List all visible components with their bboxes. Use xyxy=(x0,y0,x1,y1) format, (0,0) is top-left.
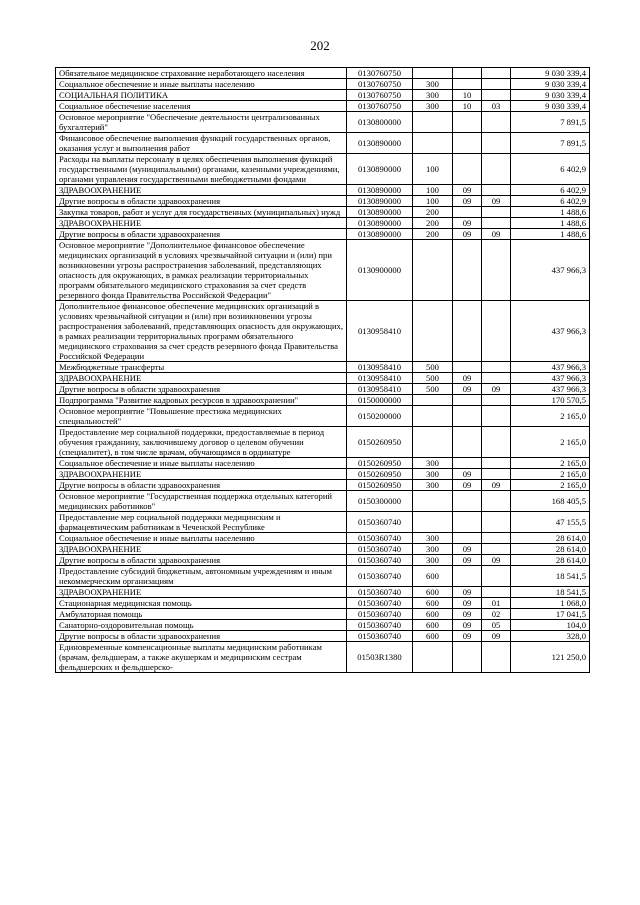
row-sum-cell: 170 570,5 xyxy=(511,395,590,406)
row-vr-cell xyxy=(413,427,453,458)
row-vr-cell: 600 xyxy=(413,598,453,609)
row-vr-cell: 300 xyxy=(413,101,453,112)
row-csr-cell: 0150000000 xyxy=(347,395,413,406)
row-vr-cell: 100 xyxy=(413,196,453,207)
table-row xyxy=(56,631,590,642)
row-vr-cell: 600 xyxy=(413,631,453,642)
table-row xyxy=(56,112,590,133)
row-csr-cell: 0130890000 xyxy=(347,154,413,185)
row-rz-cell: 09 xyxy=(453,469,482,480)
row-vr-cell xyxy=(413,512,453,533)
table-row xyxy=(56,79,590,90)
row-csr-cell: 0150260950 xyxy=(347,427,413,458)
row-sum-cell: 1 488,6 xyxy=(511,207,590,218)
row-name-cell: Социальное обеспечение и иные выплаты населению xyxy=(56,533,347,544)
row-sum-cell: 18 541,5 xyxy=(511,566,590,587)
row-pr-cell xyxy=(482,218,511,229)
row-name-cell: Межбюджетные трансферты xyxy=(56,362,347,373)
row-sum-cell: 104,0 xyxy=(511,620,590,631)
row-csr-cell: 0150360740 xyxy=(347,544,413,555)
row-name-cell: Основное мероприятие "Государственная поддержка отдельных категорий медицинских работников" xyxy=(56,491,347,512)
row-csr-cell: 0130900000 xyxy=(347,240,413,301)
row-csr-cell: 0130760750 xyxy=(347,79,413,90)
row-pr-cell xyxy=(482,642,511,673)
table-row xyxy=(56,533,590,544)
row-vr-cell xyxy=(413,395,453,406)
row-vr-cell: 500 xyxy=(413,362,453,373)
table-row xyxy=(56,101,590,112)
row-pr-cell: 09 xyxy=(482,631,511,642)
row-rz-cell xyxy=(453,566,482,587)
row-name-cell: Стационарная медицинская помощь xyxy=(56,598,347,609)
row-sum-cell: 7 891,5 xyxy=(511,133,590,154)
row-csr-cell: 0130890000 xyxy=(347,218,413,229)
row-pr-cell xyxy=(482,301,511,362)
table-row xyxy=(56,469,590,480)
row-vr-cell: 200 xyxy=(413,229,453,240)
row-rz-cell xyxy=(453,427,482,458)
table-row xyxy=(56,587,590,598)
row-name-cell: Другие вопросы в области здравоохранения xyxy=(56,384,347,395)
table-row xyxy=(56,90,590,101)
row-csr-cell: 0150360740 xyxy=(347,598,413,609)
row-csr-cell: 0130890000 xyxy=(347,207,413,218)
table-row xyxy=(56,544,590,555)
table-row xyxy=(56,68,590,79)
row-name-cell: Предоставление субсидий бюджетным, автономным учреждениям и иным некоммерческим организациям xyxy=(56,566,347,587)
row-rz-cell: 09 xyxy=(453,185,482,196)
row-vr-cell: 300 xyxy=(413,555,453,566)
row-pr-cell xyxy=(482,373,511,384)
row-rz-cell: 09 xyxy=(453,218,482,229)
row-pr-cell xyxy=(482,587,511,598)
row-csr-cell: 0130890000 xyxy=(347,133,413,154)
row-name-cell: Социальное обеспечение и иные выплаты населению xyxy=(56,79,347,90)
row-name-cell: Амбулаторная помощь xyxy=(56,609,347,620)
row-name-cell: Основное мероприятие "Обеспечение деятельности централизованных бухгалтерий" xyxy=(56,112,347,133)
row-rz-cell: 09 xyxy=(453,544,482,555)
row-rz-cell: 09 xyxy=(453,609,482,620)
row-sum-cell: 1 488,6 xyxy=(511,218,590,229)
budget-table-body xyxy=(56,68,590,673)
row-rz-cell xyxy=(453,533,482,544)
row-rz-cell: 09 xyxy=(453,620,482,631)
row-rz-cell: 09 xyxy=(453,480,482,491)
row-csr-cell: 0150260950 xyxy=(347,469,413,480)
row-name-cell: Другие вопросы в области здравоохранения xyxy=(56,196,347,207)
row-csr-cell: 0150300000 xyxy=(347,491,413,512)
row-csr-cell: 0130890000 xyxy=(347,185,413,196)
row-vr-cell xyxy=(413,301,453,362)
row-csr-cell: 0150200000 xyxy=(347,406,413,427)
row-vr-cell: 300 xyxy=(413,533,453,544)
row-csr-cell: 0130958410 xyxy=(347,373,413,384)
row-vr-cell: 100 xyxy=(413,185,453,196)
row-name-cell: ЗДРАВООХРАНЕНИЕ xyxy=(56,373,347,384)
row-pr-cell: 02 xyxy=(482,609,511,620)
row-csr-cell: 0130890000 xyxy=(347,196,413,207)
row-sum-cell: 47 155,5 xyxy=(511,512,590,533)
row-sum-cell: 328,0 xyxy=(511,631,590,642)
row-sum-cell: 168 405,5 xyxy=(511,491,590,512)
row-pr-cell: 01 xyxy=(482,598,511,609)
row-sum-cell: 437 966,3 xyxy=(511,362,590,373)
row-name-cell: ЗДРАВООХРАНЕНИЕ xyxy=(56,587,347,598)
row-sum-cell: 2 165,0 xyxy=(511,427,590,458)
table-row xyxy=(56,218,590,229)
row-vr-cell: 300 xyxy=(413,544,453,555)
row-pr-cell xyxy=(482,395,511,406)
row-csr-cell: 0130890000 xyxy=(347,229,413,240)
row-csr-cell: 0150260950 xyxy=(347,480,413,491)
row-name-cell: Расходы на выплаты персоналу в целях обеспечения выполнения функций государственными (муниципальными) органами, казенными учреждениями, органами управления государственными внебюджетными фондами xyxy=(56,154,347,185)
table-row xyxy=(56,406,590,427)
row-vr-cell xyxy=(413,491,453,512)
row-rz-cell xyxy=(453,512,482,533)
row-rz-cell xyxy=(453,458,482,469)
row-rz-cell xyxy=(453,133,482,154)
row-rz-cell xyxy=(453,406,482,427)
table-row xyxy=(56,373,590,384)
row-pr-cell xyxy=(482,90,511,101)
row-rz-cell: 09 xyxy=(453,631,482,642)
row-vr-cell: 300 xyxy=(413,480,453,491)
row-pr-cell: 09 xyxy=(482,229,511,240)
table-row xyxy=(56,207,590,218)
row-csr-cell: 0150360740 xyxy=(347,620,413,631)
row-rz-cell: 09 xyxy=(453,384,482,395)
row-name-cell: Другие вопросы в области здравоохранения xyxy=(56,480,347,491)
table-row xyxy=(56,566,590,587)
row-rz-cell xyxy=(453,112,482,133)
table-row xyxy=(56,384,590,395)
row-name-cell: Подпрограмма "Развитие кадровых ресурсов в здравоохранении" xyxy=(56,395,347,406)
row-sum-cell: 437 966,3 xyxy=(511,373,590,384)
row-name-cell: Основное мероприятие "Дополнительное финансовое обеспечение медицинских организаций в условиях чрезвычайной ситуации и (или) при возникновении угрозы распространения заболеваний, представляющих опасность для окружающих, в рамках реализации территориальных программ обязательного медицинского страхования за счет средств резервного фонда Правительства Российской Федерации" xyxy=(56,240,347,301)
row-vr-cell: 500 xyxy=(413,384,453,395)
row-name-cell: Предоставление мер социальной поддержки медицинским и фармацевтическим работникам в Чеченской Республике xyxy=(56,512,347,533)
row-name-cell: Единовременные компенсационные выплаты медицинским работникам (врачам, фельдшерам, а также акушеркам и медицинским сестрам фельдшерских и фельдшерско- xyxy=(56,642,347,673)
row-rz-cell xyxy=(453,642,482,673)
row-rz-cell: 09 xyxy=(453,598,482,609)
row-sum-cell: 28 614,0 xyxy=(511,555,590,566)
row-pr-cell: 09 xyxy=(482,196,511,207)
row-sum-cell: 2 165,0 xyxy=(511,469,590,480)
row-sum-cell: 2 165,0 xyxy=(511,480,590,491)
row-sum-cell: 2 165,0 xyxy=(511,458,590,469)
row-csr-cell: 0150260950 xyxy=(347,458,413,469)
table-row xyxy=(56,185,590,196)
row-sum-cell: 18 541,5 xyxy=(511,587,590,598)
row-pr-cell xyxy=(482,79,511,90)
row-rz-cell xyxy=(453,362,482,373)
table-row xyxy=(56,395,590,406)
row-pr-cell xyxy=(482,240,511,301)
row-csr-cell: 0150360740 xyxy=(347,555,413,566)
row-sum-cell: 28 614,0 xyxy=(511,544,590,555)
row-rz-cell xyxy=(453,207,482,218)
row-name-cell: Другие вопросы в области здравоохранения xyxy=(56,229,347,240)
row-name-cell: Санаторно-оздоровительная помощь xyxy=(56,620,347,631)
row-name-cell: Другие вопросы в области здравоохранения xyxy=(56,555,347,566)
row-rz-cell: 10 xyxy=(453,90,482,101)
row-vr-cell: 600 xyxy=(413,587,453,598)
row-vr-cell: 200 xyxy=(413,218,453,229)
table-row xyxy=(56,301,590,362)
row-sum-cell: 1 068,0 xyxy=(511,598,590,609)
row-rz-cell xyxy=(453,79,482,90)
row-rz-cell xyxy=(453,240,482,301)
row-sum-cell: 437 966,3 xyxy=(511,301,590,362)
row-name-cell: Другие вопросы в области здравоохранения xyxy=(56,631,347,642)
row-pr-cell xyxy=(482,185,511,196)
budget-table xyxy=(55,67,590,673)
row-vr-cell: 300 xyxy=(413,90,453,101)
row-name-cell: ЗДРАВООХРАНЕНИЕ xyxy=(56,469,347,480)
row-vr-cell: 200 xyxy=(413,207,453,218)
row-sum-cell: 9 030 339,4 xyxy=(511,68,590,79)
row-pr-cell xyxy=(482,154,511,185)
row-name-cell: СОЦИАЛЬНАЯ ПОЛИТИКА xyxy=(56,90,347,101)
row-name-cell: Социальное обеспечение населения xyxy=(56,101,347,112)
row-vr-cell xyxy=(413,112,453,133)
table-row xyxy=(56,480,590,491)
row-sum-cell: 7 891,5 xyxy=(511,112,590,133)
row-name-cell: Обязательное медицинское страхование неработающего населения xyxy=(56,68,347,79)
table-row xyxy=(56,154,590,185)
row-rz-cell: 10 xyxy=(453,101,482,112)
row-name-cell: Дополнительное финансовое обеспечение медицинских организаций в условиях чрезвычайной ситуации и (или) при возникновении угрозы распространения заболеваний, представляющих опасность для окружающих, в рамках реализации территориальных программ обязательного медицинского страхования за счет средств резервного фонда Правительства Российской Федерации xyxy=(56,301,347,362)
table-row xyxy=(56,598,590,609)
row-csr-cell: 0150360740 xyxy=(347,512,413,533)
row-pr-cell xyxy=(482,112,511,133)
row-sum-cell: 2 165,0 xyxy=(511,406,590,427)
row-sum-cell: 6 402,9 xyxy=(511,196,590,207)
row-vr-cell: 600 xyxy=(413,609,453,620)
row-vr-cell xyxy=(413,642,453,673)
row-rz-cell: 09 xyxy=(453,587,482,598)
row-vr-cell: 600 xyxy=(413,566,453,587)
row-vr-cell: 500 xyxy=(413,373,453,384)
row-pr-cell xyxy=(482,133,511,154)
row-rz-cell xyxy=(453,68,482,79)
row-pr-cell xyxy=(482,533,511,544)
row-vr-cell xyxy=(413,68,453,79)
table-row xyxy=(56,491,590,512)
row-pr-cell: 09 xyxy=(482,384,511,395)
row-name-cell: ЗДРАВООХРАНЕНИЕ xyxy=(56,185,347,196)
row-csr-cell: 0130760750 xyxy=(347,90,413,101)
row-sum-cell: 437 966,3 xyxy=(511,384,590,395)
row-pr-cell xyxy=(482,362,511,373)
row-csr-cell: 0150360740 xyxy=(347,609,413,620)
row-rz-cell: 09 xyxy=(453,555,482,566)
row-pr-cell: 05 xyxy=(482,620,511,631)
row-sum-cell: 9 030 339,4 xyxy=(511,101,590,112)
table-row xyxy=(56,240,590,301)
row-pr-cell xyxy=(482,207,511,218)
row-name-cell: Социальное обеспечение и иные выплаты населению xyxy=(56,458,347,469)
row-pr-cell: 09 xyxy=(482,555,511,566)
row-name-cell: ЗДРАВООХРАНЕНИЕ xyxy=(56,544,347,555)
table-row xyxy=(56,196,590,207)
row-pr-cell: 09 xyxy=(482,480,511,491)
table-row xyxy=(56,362,590,373)
row-rz-cell xyxy=(453,491,482,512)
row-rz-cell: 09 xyxy=(453,229,482,240)
row-vr-cell: 300 xyxy=(413,469,453,480)
row-csr-cell: 0150360740 xyxy=(347,587,413,598)
row-rz-cell xyxy=(453,395,482,406)
table-row xyxy=(56,620,590,631)
row-sum-cell: 1 488,6 xyxy=(511,229,590,240)
row-pr-cell xyxy=(482,406,511,427)
row-pr-cell xyxy=(482,566,511,587)
row-sum-cell: 9 030 339,4 xyxy=(511,79,590,90)
row-csr-cell: 0130958410 xyxy=(347,301,413,362)
row-vr-cell xyxy=(413,240,453,301)
table-row xyxy=(56,427,590,458)
table-row xyxy=(56,512,590,533)
row-name-cell: Закупка товаров, работ и услуг для государственных (муниципальных) нужд xyxy=(56,207,347,218)
row-rz-cell: 09 xyxy=(453,373,482,384)
row-csr-cell: 0130958410 xyxy=(347,384,413,395)
table-row xyxy=(56,555,590,566)
row-rz-cell xyxy=(453,154,482,185)
row-name-cell: ЗДРАВООХРАНЕНИЕ xyxy=(56,218,347,229)
row-vr-cell xyxy=(413,133,453,154)
row-csr-cell: 0130800000 xyxy=(347,112,413,133)
row-name-cell: Основное мероприятие "Повышение престижа медицинских специальностей" xyxy=(56,406,347,427)
table-row xyxy=(56,229,590,240)
row-csr-cell: 0130760750 xyxy=(347,101,413,112)
row-sum-cell: 9 030 339,4 xyxy=(511,90,590,101)
row-vr-cell xyxy=(413,406,453,427)
row-pr-cell: 03 xyxy=(482,101,511,112)
row-pr-cell xyxy=(482,544,511,555)
row-sum-cell: 121 250,0 xyxy=(511,642,590,673)
row-pr-cell xyxy=(482,512,511,533)
row-sum-cell: 6 402,9 xyxy=(511,154,590,185)
row-pr-cell xyxy=(482,469,511,480)
row-sum-cell: 6 402,9 xyxy=(511,185,590,196)
row-pr-cell xyxy=(482,458,511,469)
row-sum-cell: 28 614,0 xyxy=(511,533,590,544)
row-csr-cell: 0130760750 xyxy=(347,68,413,79)
row-name-cell: Финансовое обеспечение выполнения функций государственных органов, оказания услуг и выполнения работ xyxy=(56,133,347,154)
row-rz-cell xyxy=(453,301,482,362)
row-sum-cell: 437 966,3 xyxy=(511,240,590,301)
row-sum-cell: 17 041,5 xyxy=(511,609,590,620)
row-name-cell: Предоставление мер социальной поддержки, предоставляемые в период обучения гражданину, заключившему договор о целевом обучении (специалитет), в том числе врачам, обучающимся в ординатуре xyxy=(56,427,347,458)
table-row xyxy=(56,609,590,620)
row-vr-cell: 300 xyxy=(413,79,453,90)
row-vr-cell: 100 xyxy=(413,154,453,185)
row-pr-cell xyxy=(482,68,511,79)
row-pr-cell xyxy=(482,427,511,458)
table-row xyxy=(56,133,590,154)
row-csr-cell: 0150360740 xyxy=(347,533,413,544)
row-csr-cell: 01503R1380 xyxy=(347,642,413,673)
row-rz-cell: 09 xyxy=(453,196,482,207)
row-vr-cell: 300 xyxy=(413,458,453,469)
table-row xyxy=(56,458,590,469)
row-csr-cell: 0130958410 xyxy=(347,362,413,373)
row-csr-cell: 0150360740 xyxy=(347,566,413,587)
row-vr-cell: 600 xyxy=(413,620,453,631)
page-number: 202 xyxy=(310,38,330,53)
row-csr-cell: 0150360740 xyxy=(347,631,413,642)
table-row xyxy=(56,642,590,673)
row-pr-cell xyxy=(482,491,511,512)
